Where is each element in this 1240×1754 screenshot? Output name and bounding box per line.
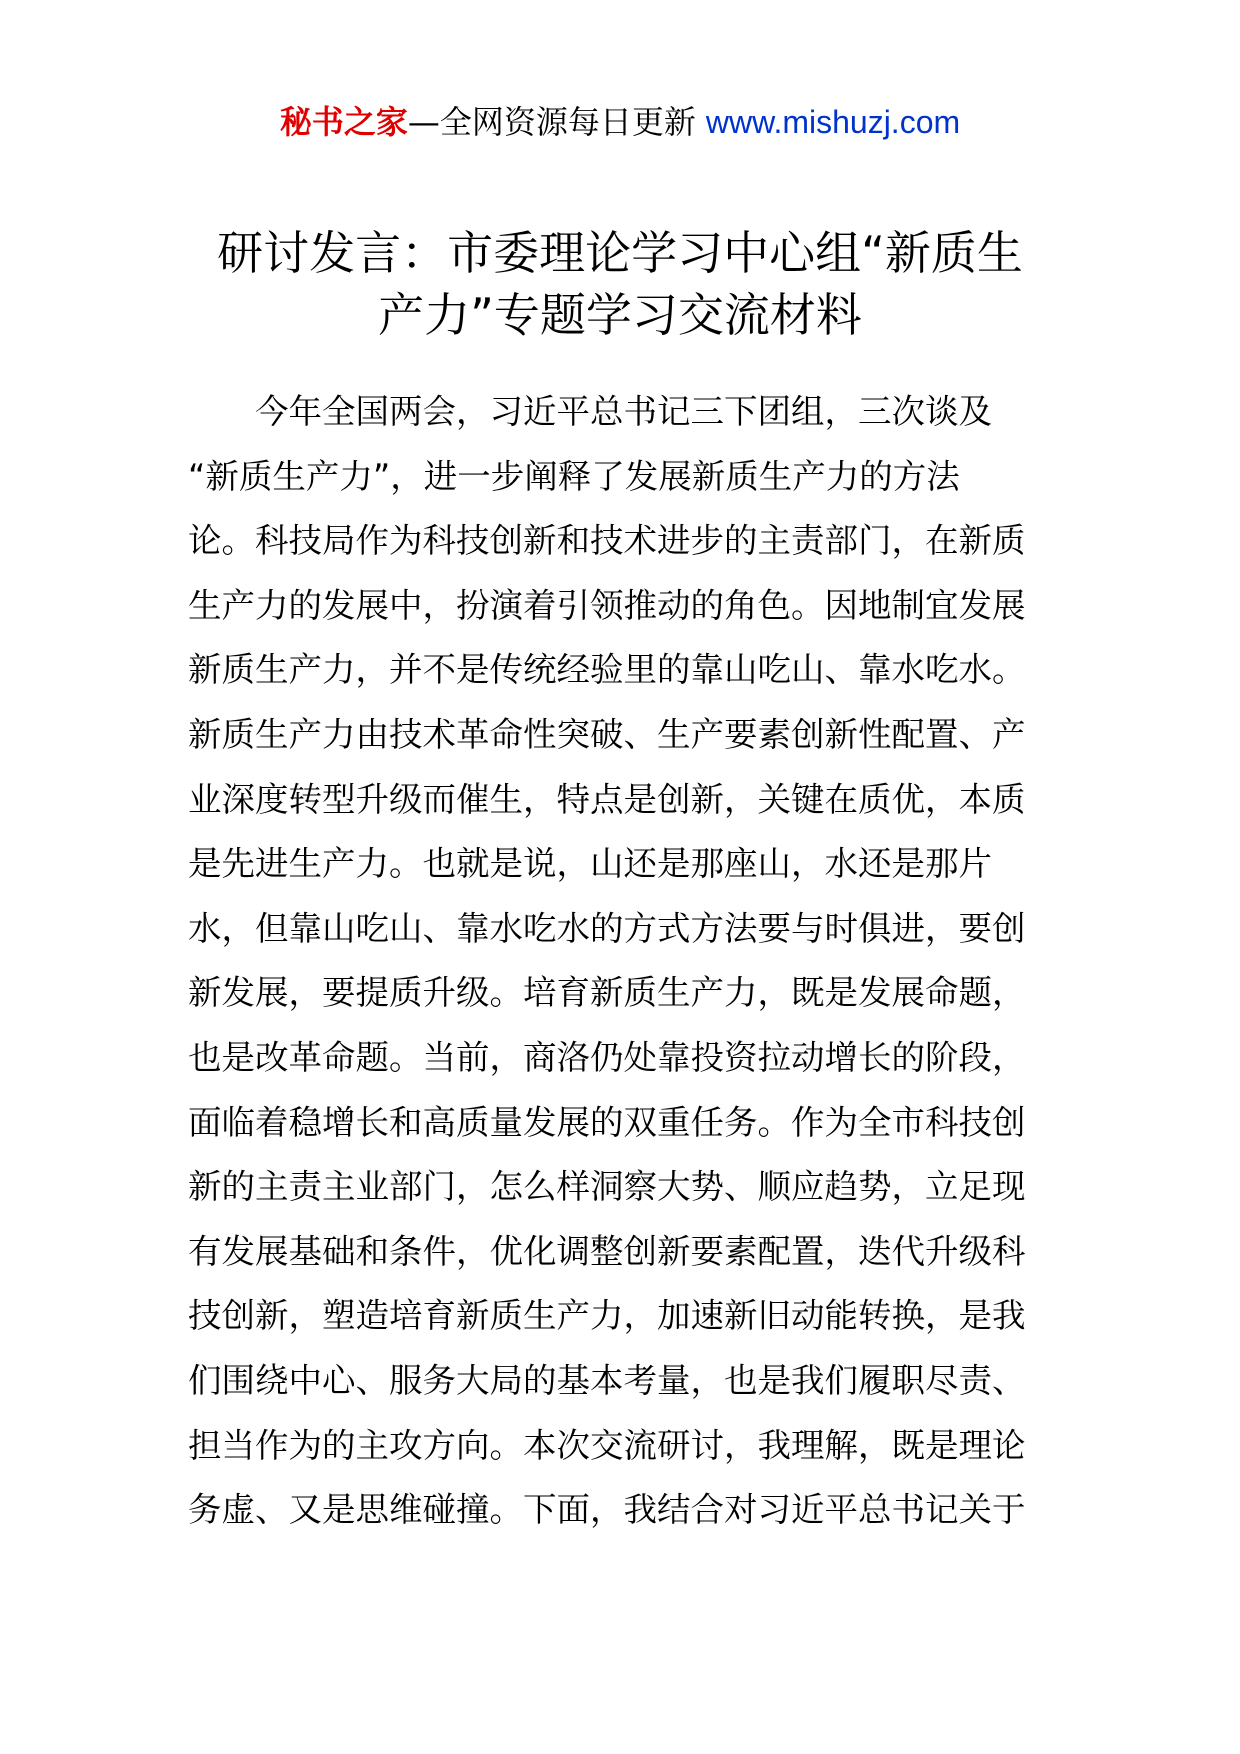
body-line: 今年全国两会，习近平总书记三下团组，三次谈及	[255, 392, 992, 431]
title-line-1: 研讨发言：市委理论学习中心组“新质生	[217, 226, 1023, 280]
body-line: 面临着稳增长和高质量发展的双重任务。作为全市科技创	[188, 1102, 1026, 1142]
body-line: 新质生产力由技术革命性突破、生产要素创新性配置、产	[188, 714, 1026, 754]
document-title	[190, 222, 1050, 346]
body-line: 新的主责主业部门，怎么样洞察大势、顺应趋势，立足现	[188, 1167, 1026, 1207]
body-paragraph	[188, 380, 1060, 1543]
body-line: 担当作为的主攻方向。本次交流研讨，我理解，既是理论	[188, 1425, 1026, 1465]
body-line: 论。科技局作为科技创新和技术进步的主责部门，在新质	[188, 521, 1026, 561]
header-slogan: —全网资源每日更新	[407, 103, 696, 141]
body-line: 新发展，要提质升级。培育新质生产力，既是发展命题，	[188, 973, 1026, 1013]
body-line: 新质生产力，并不是传统经验里的靠山吃山、靠水吃水。	[188, 650, 1026, 690]
body-line: “新质生产力”，进一步阐释了发展新质生产力的方法	[188, 456, 960, 496]
title-line-2: 产力”专题学习交流材料	[378, 288, 862, 342]
body-line: 水，但靠山吃山、靠水吃水的方式方法要与时俱进，要创	[188, 908, 1026, 948]
body-line: 们围绕中心、服务大局的基本考量，也是我们履职尽责、	[188, 1360, 1026, 1400]
body-line: 是先进生产力。也就是说，山还是那座山，水还是那片	[188, 844, 992, 884]
body-line: 技创新，塑造培育新质生产力，加速新旧动能转换，是我	[188, 1296, 1026, 1336]
body-line: 业深度转型升级而催生，特点是创新，关键在质优，本质	[188, 779, 1026, 819]
body-line: 也是改革命题。当前，商洛仍处靠投资拉动增长的阶段，	[188, 1037, 1026, 1077]
body-line: 生产力的发展中，扮演着引领推动的角色。因地制宜发展	[188, 585, 1026, 625]
website-link[interactable]: www.mishuzj.com	[705, 104, 961, 140]
body-line: 有发展基础和条件，优化调整创新要素配置，迭代升级科	[188, 1231, 1026, 1271]
brand-name: 秘书之家	[279, 103, 408, 141]
page-header	[0, 98, 1240, 146]
body-line: 务虚、又是思维碰撞。下面，我结合对习近平总书记关于	[188, 1490, 1026, 1530]
